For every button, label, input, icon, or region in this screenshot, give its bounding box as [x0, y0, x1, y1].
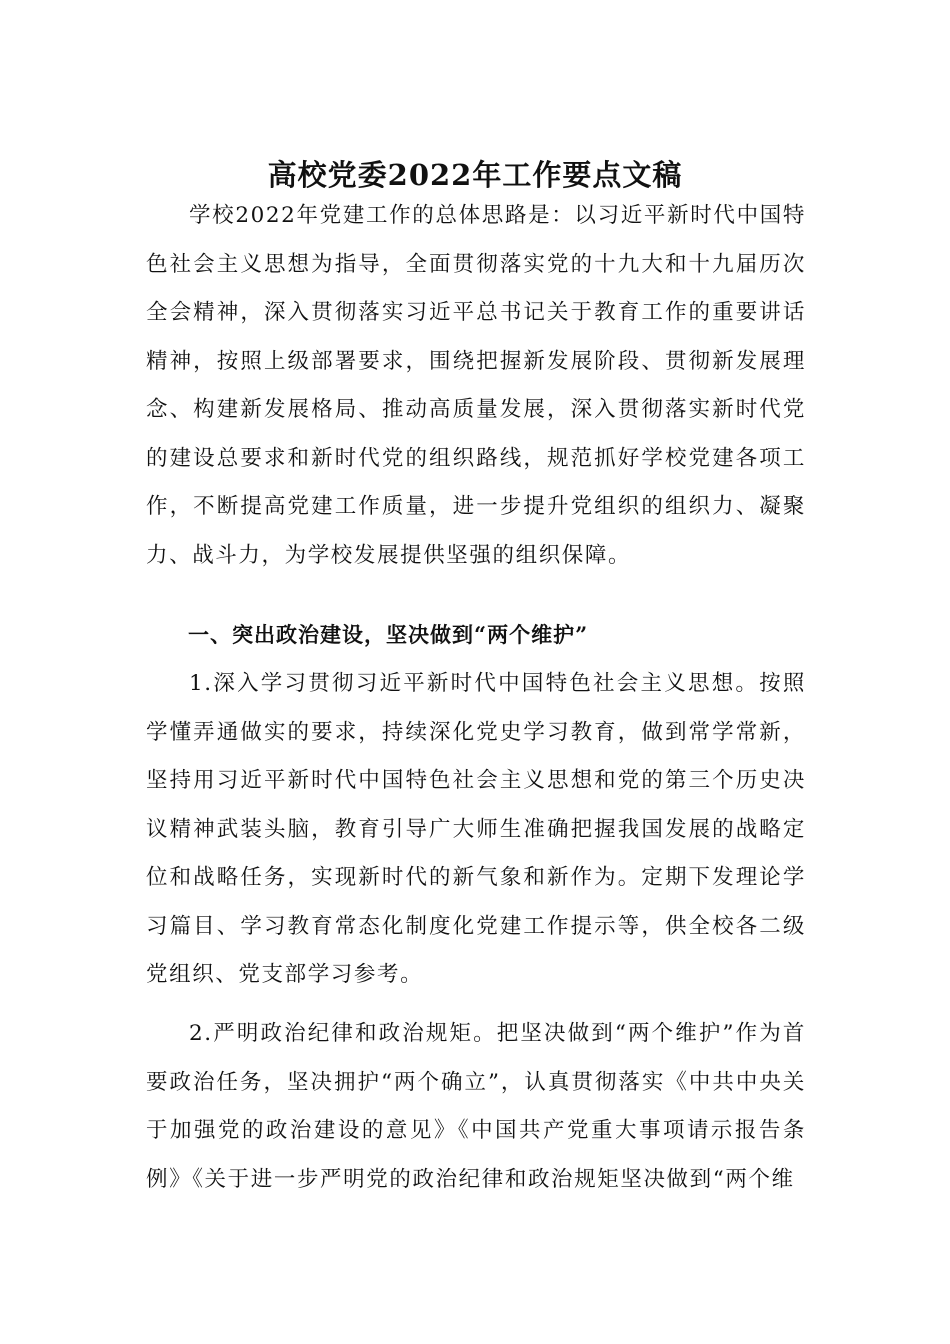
- section-heading: 一、突出政治建设，坚决做到“两个维护”: [188, 622, 589, 647]
- intro-paragraph: 学校2022年党建工作的总体思路是：以习近平新时代中国特色社会主义思想为指导，全面贯彻落实党的十九大和十九届历次全会精神，深入贯彻落实习近平总书记关于教育工作的重要讲话精神，按照上级部署要求，围绕把握新发展阶段、贯彻新发展理念、构建新发展格局、推动高质量发展，深入贯彻落实新时代党的建设总要求和新时代党的组织路线，规范抓好学校党建各项工作，不断提高党建工作质量，进一步提升党组织的组织力、凝聚力、战斗力，为学校发展提供坚强的组织保障。: [146, 203, 806, 568]
- section-paragraph-1: 1.深入学习贯彻习近平新时代中国特色社会主义思想。按照学懂弄通做实的要求，持续深化党史学习教育，做到常学常新，坚持用习近平新时代中国特色社会主义思想和党的第三个历史决议精神武装头脑，教育引导广大师生准确把握我国发展的战略定位和战略任务，实现新时代的新气象和新作为。定期下发理论学习篇目、学习教育常态化制度化党建工作提示等，供全校各二级党组织、党支部学习参考。: [146, 671, 806, 987]
- section-paragraph-2: 2.严明政治纪律和政治规矩。把坚决做到“两个维护”作为首要政治任务，坚决拥护“两个确立”，认真贯彻落实《中共中央关于加强党的政治建设的意见》《中国共产党重大事项请示报告条例》《关于进一步严明党的政治纪律和政治规矩坚决做到“两个维: [146, 1021, 806, 1192]
- document-title: 高校党委2022年工作要点文稿: [267, 158, 683, 192]
